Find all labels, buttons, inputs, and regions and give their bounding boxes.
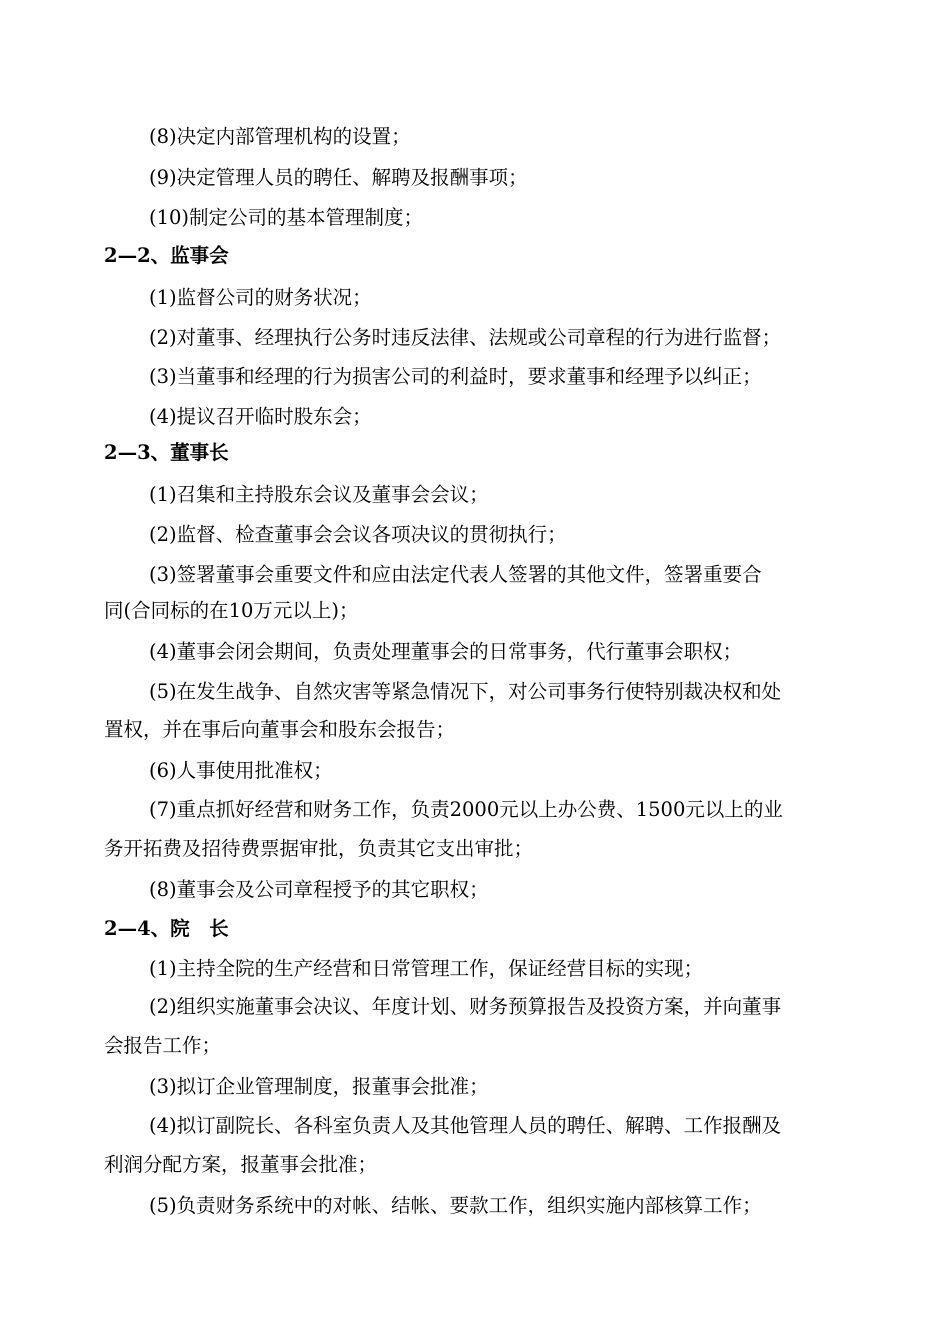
chairman-clause-4: (4)董事会闭会期间，负责处理董事会的日常事务，代行董事会职权； bbox=[149, 640, 743, 663]
president-clause-2: (2)组织实施董事会决议、年度计划、财务预算报告及投资方案，并向董事 bbox=[149, 995, 782, 1018]
section-heading-chairman: 2—3、董事长 bbox=[104, 441, 229, 464]
chairman-clause-8: (8)董事会及公司章程授予的其它职权； bbox=[149, 878, 489, 901]
chairman-clause-6: (6)人事使用批准权； bbox=[149, 759, 333, 782]
supervisor-clause-2: (2)对董事、经理执行公务时违反法律、法规或公司章程的行为进行监督； bbox=[149, 326, 782, 349]
chairman-clause-1: (1)召集和主持股东会议及董事会会议； bbox=[149, 483, 489, 506]
supervisor-clause-4: (4)提议召开临时股东会； bbox=[149, 405, 372, 428]
supervisor-clause-3: (3)当董事和经理的行为损害公司的利益时，要求董事和经理予以纠正； bbox=[149, 365, 762, 388]
chairman-clause-5-continued: 置权，并在事后向董事会和股东会报告； bbox=[104, 718, 456, 741]
chairman-clause-2: (2)监督、检查董事会会议各项决议的贯彻执行； bbox=[149, 523, 567, 546]
clause-9-staff-appointment: (9)决定管理人员的聘任、解聘及报酬事项； bbox=[149, 166, 528, 189]
chairman-clause-7: (7)重点抓好经营和财务工作，负责2000元以上办公费、1500元以上的业 bbox=[149, 798, 783, 821]
president-clause-2-continued: 会报告工作； bbox=[104, 1034, 222, 1057]
supervisor-clause-1: (1)监督公司的财务状况； bbox=[149, 286, 372, 309]
president-clause-3: (3)拟订企业管理制度，报董事会批准； bbox=[149, 1075, 489, 1098]
clause-10-basic-rules: (10)制定公司的基本管理制度； bbox=[149, 206, 424, 229]
clause-8-internal-structure: (8)决定内部管理机构的设置； bbox=[149, 125, 411, 148]
president-clause-4: (4)拟订副院长、各科室负责人及其他管理人员的聘任、解聘、工作报酬及 bbox=[149, 1114, 782, 1137]
chairman-clause-3: (3)签署董事会重要文件和应由法定代表人签署的其他文件，签署重要合 bbox=[149, 563, 762, 586]
section-heading-supervisory-board: 2—2、监事会 bbox=[104, 244, 229, 267]
president-clause-1: (1)主持全院的生产经营和日常管理工作，保证经营目标的实现； bbox=[149, 957, 704, 980]
president-clause-4-continued: 利润分配方案，报董事会批准； bbox=[104, 1153, 378, 1176]
chairman-clause-3-continued: 同(合同标的在10万元以上)； bbox=[104, 599, 359, 622]
chairman-clause-5: (5)在发生战争、自然灾害等紧急情况下，对公司事务行使特别裁决权和处 bbox=[149, 680, 782, 703]
president-clause-5: (5)负责财务系统中的对帐、结帐、要款工作，组织实施内部核算工作； bbox=[149, 1194, 762, 1217]
chairman-clause-7-continued: 务开拓费及招待费票据审批，负责其它支出审批； bbox=[104, 837, 534, 860]
section-heading-president: 2—4、院 长 bbox=[104, 917, 229, 940]
